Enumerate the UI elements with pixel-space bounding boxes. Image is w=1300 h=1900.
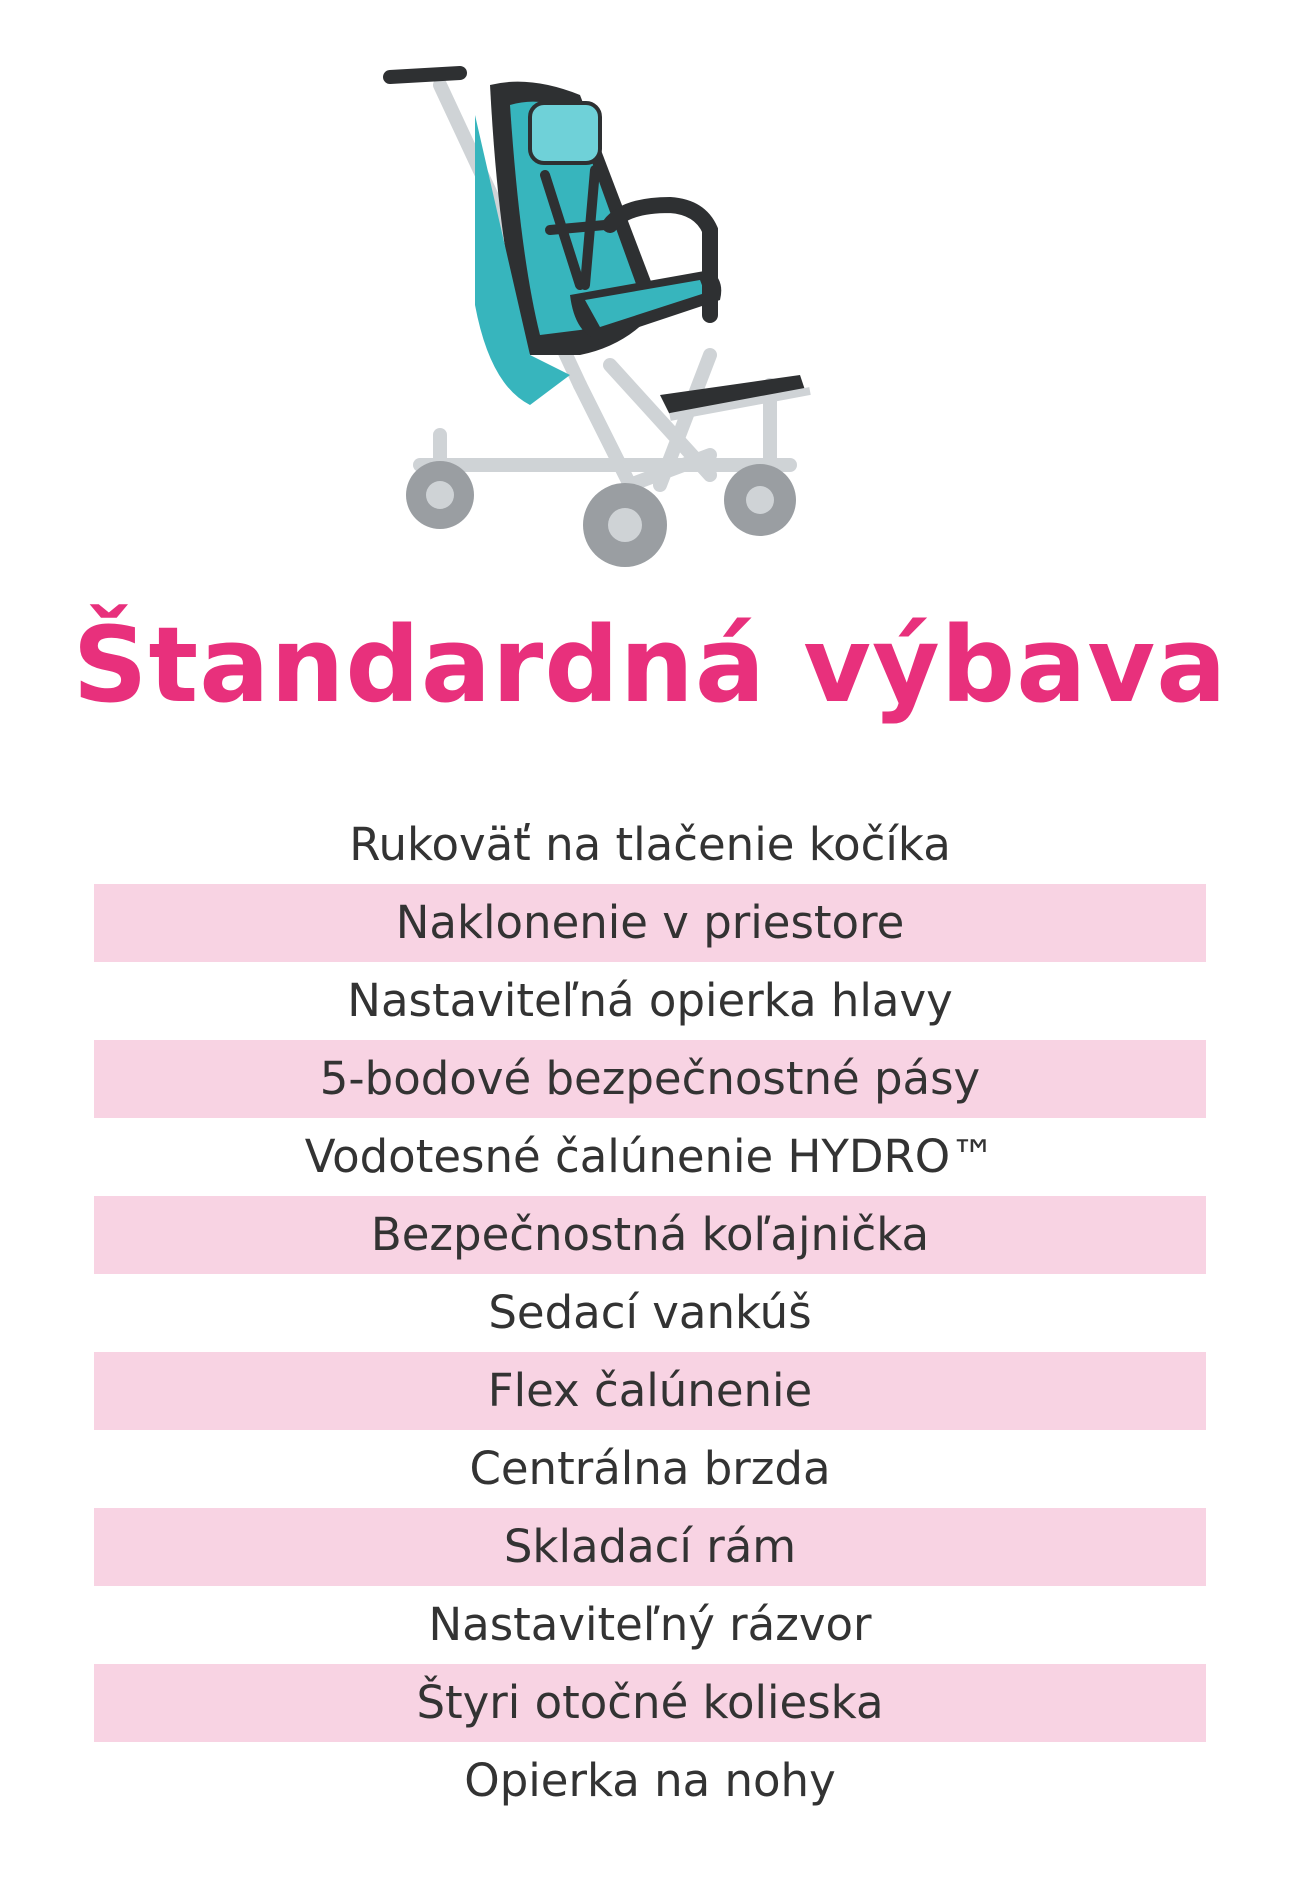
feature-item: Sedací vankúš (488, 1286, 812, 1339)
feature-item: Bezpečnostná koľajnička (94, 1196, 1206, 1274)
feature-item: Naklonenie v priestore (94, 884, 1206, 962)
feature-item: Nastaviteľná opierka hlavy (347, 974, 953, 1027)
feature-list (94, 806, 1206, 1820)
feature-item: 5-bodové bezpečnostné pásy (94, 1040, 1206, 1118)
feature-item: Vodotesné čalúnenie HYDRO™ (304, 1130, 996, 1183)
feature-item: Centrálna brzda (469, 1442, 831, 1495)
feature-item: Nastaviteľný rázvor (428, 1598, 872, 1651)
page-title: Štandardná výbava (72, 604, 1228, 726)
feature-item: Flex čalúnenie (94, 1352, 1206, 1430)
feature-item: Rukoväť na tlačenie kočíka (349, 818, 951, 871)
feature-item: Opierka na nohy (464, 1754, 836, 1807)
feature-item: Štyri otočné kolieska (94, 1664, 1206, 1742)
feature-item: Skladací rám (94, 1508, 1206, 1586)
wheelchair-image (380, 55, 920, 595)
